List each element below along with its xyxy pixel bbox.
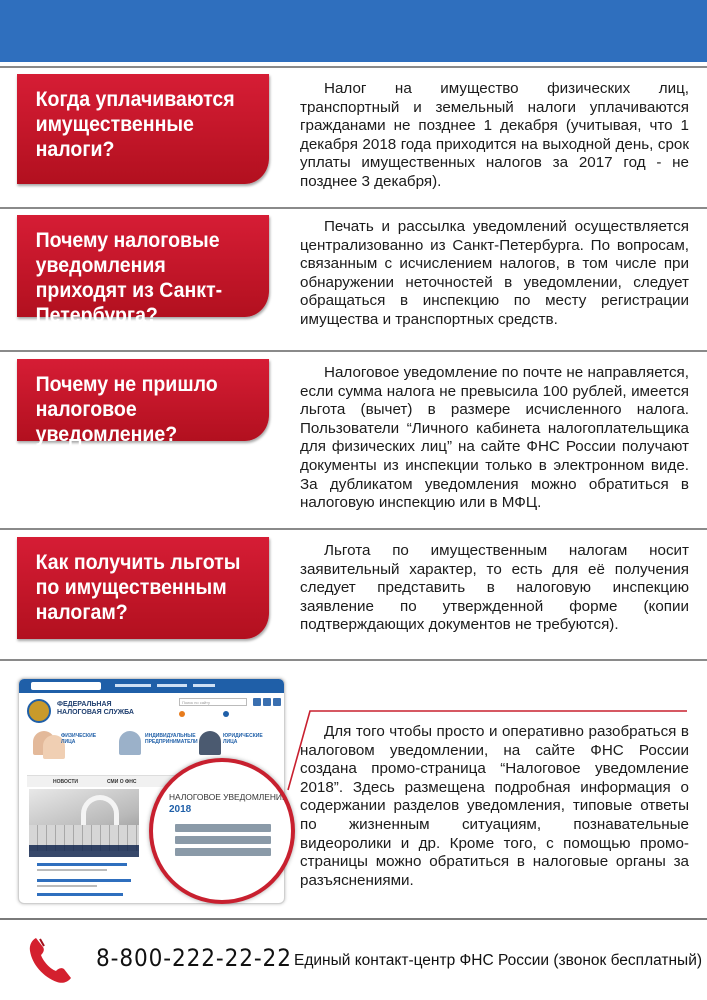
footer-divider — [0, 918, 707, 920]
site-category-label: ИНДИВИДУАЛЬНЫЕ ПРЕДПРИНИМАТЕЛИ — [145, 733, 198, 745]
answer-text-notices-origin: Печать и рассылка уведомлений осуществляется централизованно из Санкт-Петербурга. По вопросам, связанным с исчислением налогов, в том числе при обнаружении неточностей в уведомлении, следует обращаться в инспекцию по месту регистрации имущества и транспортных средств. — [300, 218, 689, 328]
question-text: Почему налоговые уведомления приходят из Санкт-Петербурга? — [35, 229, 223, 327]
site-tab: НОВОСТИ — [53, 779, 79, 785]
site-search-input: Поиск по сайту — [179, 698, 247, 706]
question-text: Почему не пришло налоговое уведомление? — [35, 373, 218, 446]
promo-title: НАЛОГОВОЕ УВЕДОМЛЕНИЕ — [169, 792, 288, 802]
phone-handset-icon — [26, 934, 78, 986]
promo-year: 2018 — [169, 804, 192, 815]
promo-text: Для того чтобы просто и оперативно разобраться в налоговом уведомлении, на сайте ФНС России создана промо-страница “Налоговое уведомление 2018”. Здесь размещена подробная информация о содержании разделов уведомления, типовые ответы по жизненным ситуациям, познавательные видеоролики и др. Кроме того, с помощью промо-страницы можно обратиться в налоговые органы за разъяснениями. — [300, 723, 689, 889]
site-tab: СМИ О ФНС — [107, 779, 137, 785]
site-category-label: ФИЗИЧЕСКИЕ ЛИЦА — [61, 733, 97, 745]
question-text: Когда уплачиваются имущественные налоги? — [35, 88, 235, 161]
hotline-phone[interactable]: 8-800-222-22-22 — [96, 944, 292, 972]
answer-text-benefits: Льгота по имущественным налогам носит заявительный характер, то есть для её получения следует представить в налоговую инспекцию заявление по утвержденной форме (копии подтверждающих документов не требуются). — [300, 542, 689, 634]
answer-text-payment-deadline: Налог на имущество физических лиц, транспортный и земельный налоги уплачиваются гражданами не позднее 1 декабря (учитывая, что 1 декабря 2018 года приходится на выходной день, срок уплаты имущественных налогов за 2017 год - не позднее 3 декабря). — [300, 80, 689, 190]
answer-text-notice-missing: Налоговое уведомление по почте не направляется, если сумма налога не превысила 100 рублей, имеется льгота (вычет) в размере исчисленного налога. Пользователи “Личного кабинета налогоплательщика для физических лиц” на сайте ФНС России получают документы из инспекции только в электронном виде. За дубликатом уведомления можно обратиться в налоговую инспекцию или в МФЦ. — [300, 364, 689, 512]
question-text: Как получить льготы по имущественным налогам? — [35, 551, 241, 624]
site-org-name: ФЕДЕРАЛЬНАЯ НАЛОГОВАЯ СЛУЖБА — [57, 701, 134, 716]
site-category-label: ЮРИДИЧЕСКИЕ ЛИЦА — [223, 733, 263, 745]
contact-center-label: Единый контакт-центр ФНС России (звонок бесплатный) — [294, 952, 703, 969]
